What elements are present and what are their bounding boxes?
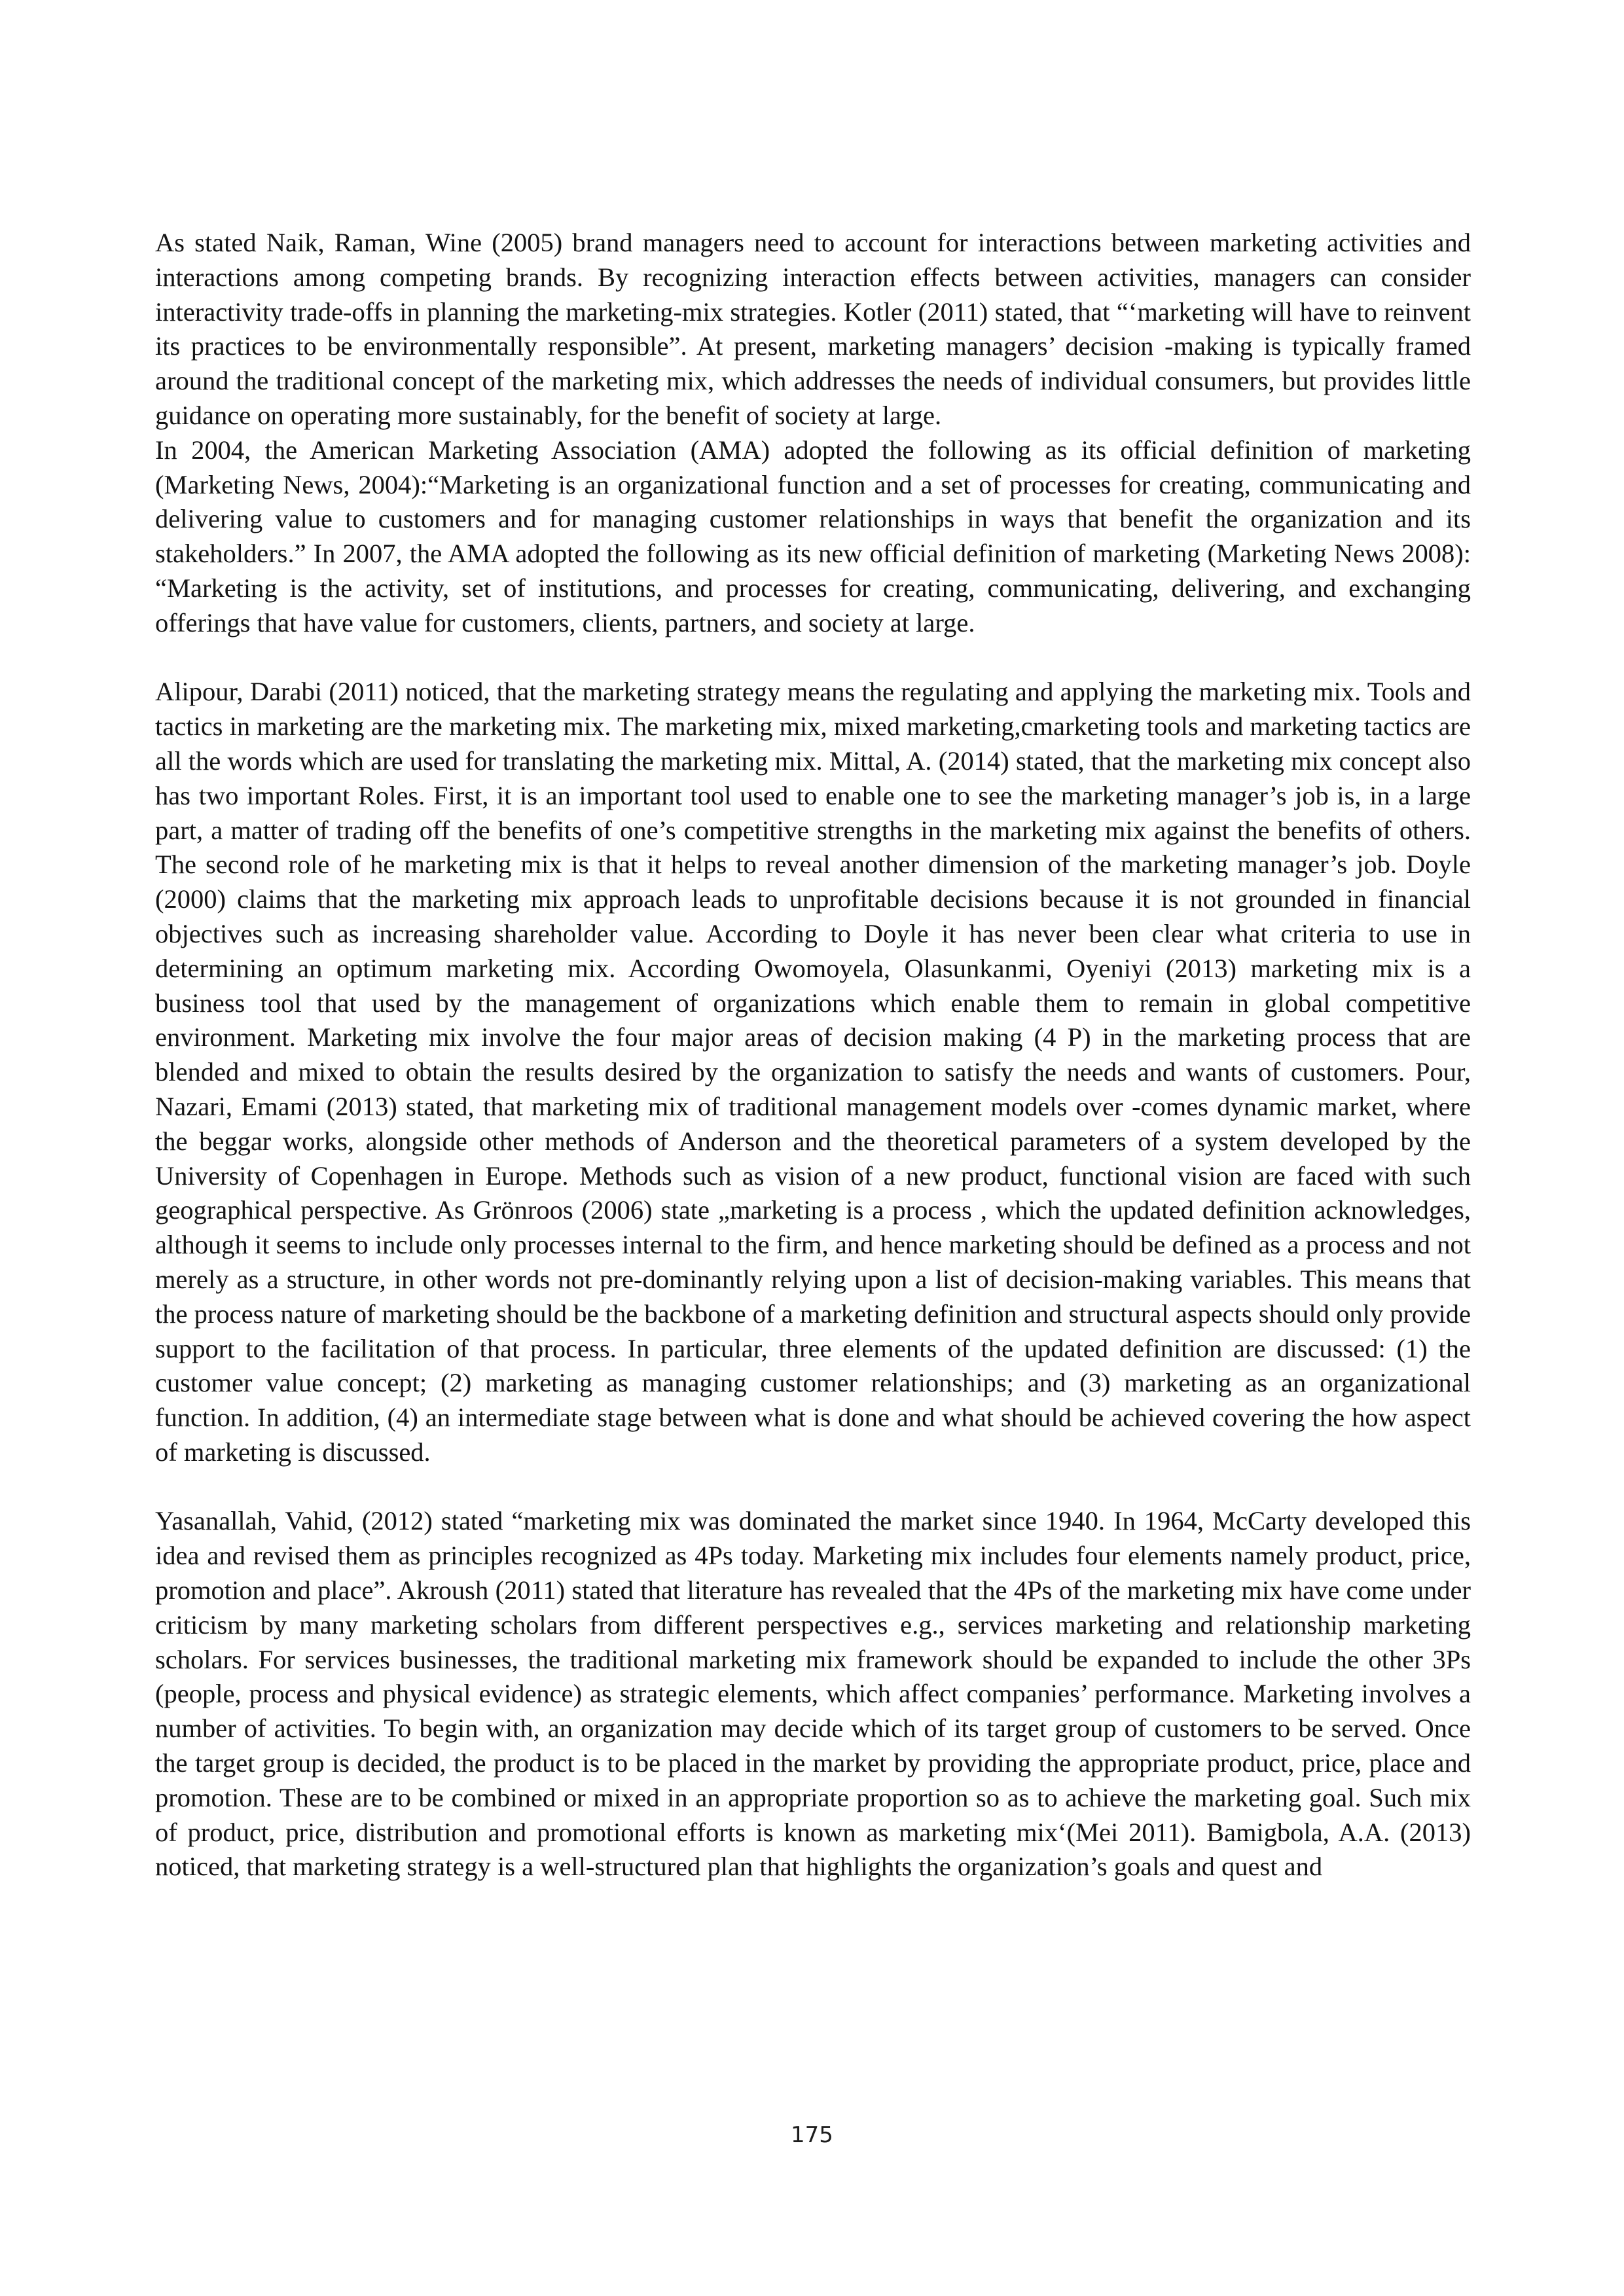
paragraph-spacer	[155, 1470, 1471, 1505]
page-number: 175	[791, 2122, 833, 2148]
body-text	[155, 226, 1471, 1884]
paragraph-ama-definition: In 2004, the American Marketing Association (AMA) adopted the following as its official definition of marketing (Marketing News, 2004):“Marketing is an organizational function and a set of processes for creating, communicating and delivering value to customers and for managing customer relationships in ways that benefit the organization and its stakeholders.” In 2007, the AMA adopted the following as its new official definition of marketing (Marketing News 2008): “Marketing is the activity, set of institutions, and processes for creating, communicating, delivering, and exchanging offerings that have value for customers, clients, partners, and society at large.	[155, 435, 1471, 637]
paragraph-alipour-darabi: Alipour, Darabi (2011) noticed, that the marketing strategy means the regulating and applying the marketing mix. Tools and tactics in marketing are the marketing mix. The marketing mix, mixed marketing,cmarketing tools and marketing tactics are all the words which are used for translating the marketing mix. Mittal, A. (2014) stated, that the marketing mix concept also has two important Roles. First, it is an important tool used to enable one to see the marketing manager’s job is, in a large part, a matter of trading off the benefits of one’s competitive strengths in the marketing mix against the benefits of others. The second role of he marketing mix is that it helps to reveal another dimension of the marketing manager’s job. Doyle (2000) claims that the marketing mix approach leads to unprofitable decisions because it is not grounded in financial objectives such as increasing shareholder value. According to Doyle it has never been clear what criteria to use in determining an optimum marketing mix. According Owomoyela, Olasunkanmi, Oyeniyi (2013) marketing mix is a business tool that used by the management of organizations which enable them to remain in global competitive environment. Marketing mix involve the four major areas of decision making (4 P) in the marketing process that are blended and mixed to obtain the results desired by the organization to satisfy the needs and wants of customers. Pour, Nazari, Emami (2013) stated, that marketing mix of traditional management models over -comes dynamic market, where the beggar works, alongside other methods of Anderson and the theoretical parameters of a system developed by the University of Copenhagen in Europe. Methods such as vision of a new product, functional vision are faced with such geographical perspective. As Grönroos (2006) state „marketing is a process , which the updated definition acknowledges, although it seems to include only processes internal to the firm, and hence marketing should be defined as a process and not merely as a structure, in other words not pre-dominantly relying upon a list of decision-making variables. This means that the process nature of marketing should be the backbone of a marketing definition and structural aspects should only provide support to the facilitation of that process. In particular, three elements of the updated definition are discussed: (1) the customer value concept; (2) marketing as managing customer relationships; and (3) marketing as an organizational function. In addition, (4) an intermediate stage between what is done and what should be achieved covering the how aspect of marketing is discussed.	[155, 677, 1471, 1467]
paragraph-yasanallah-vahid: Yasanallah, Vahid, (2012) stated “marketing mix was dominated the market since 1940. In 1964, McCarty developed this idea and revised them as principles recognized as 4Ps today. Marketing mix includes four elements namely product, price, promotion and place”. Akroush (2011) stated that literature has revealed that the 4Ps of the marketing mix have come under criticism by many marketing scholars from different perspectives e.g., services marketing and relationship marketing scholars. For services businesses, the traditional marketing mix framework should be expanded to include the other 3Ps (people, process and physical evidence) as strategic elements, which affect companies’ performance. Marketing involves a number of activities. To begin with, an organization may decide which of its target group of customers to be served. Once the target group is decided, the product is to be placed in the market by providing the appropriate product, price, place and promotion. These are to be combined or mixed in an appropriate proportion so as to achieve the marketing goal. Such mix of product, price, distribution and promotional efforts is known as marketing mix‘(Mei 2011). Bamigbola, A.A. (2013) noticed, that marketing strategy is a well-structured plan that highlights the organization’s goals and quest and	[155, 1506, 1471, 1882]
paragraph-spacer	[155, 641, 1471, 675]
paragraph-naik-raman-wine: As stated Naik, Raman, Wine (2005) brand managers need to account for interactions between marketing activities and interactions among competing brands. By recognizing interaction effects between activities, managers can consider interactivity trade-offs in planning the marketing-mix strategies. Kotler (2011) stated, that “‘marketing will have to reinvent its practices to be environmentally responsible”. At present, marketing managers’ decision -making is typically framed around the traditional concept of the marketing mix, which addresses the needs of individual consumers, but provides little guidance on operating more sustainably, for the benefit of society at large.	[155, 228, 1471, 430]
